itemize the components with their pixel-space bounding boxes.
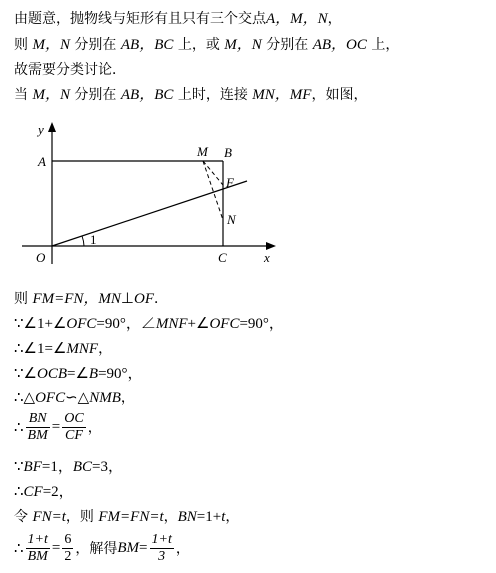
intro-line-1 [14,10,342,28]
proof-math: MNF [66,341,99,357]
proof-line-6 [14,409,102,445]
fraction-denominator: CF [65,427,83,443]
proof-math: OFC [66,316,97,332]
fraction-numerator: 1+t [27,531,48,547]
proof-line-10 [14,530,190,566]
proof-math: =∠ [67,366,89,382]
proof-math: ∴ [14,540,24,557]
label-B: B [224,145,232,160]
label-O: O [36,250,46,265]
proof-math: FN=t [32,509,66,525]
proof-math: CF [23,484,43,500]
proof-math: BF [23,459,42,475]
proof-math: FM=FN，MN [32,291,121,307]
proof-math: =90°， [239,316,284,332]
proof-line-4 [14,365,143,383]
proof-math: BN [177,509,197,525]
proof-math: MNF [155,316,188,332]
intro-text: 当 [14,87,28,103]
proof-line-3 [14,340,112,358]
fraction-denominator: 2 [64,548,72,564]
proof-math: B [88,366,99,382]
proof-text: ，解得 [75,541,118,557]
proof-math: BM [117,539,140,556]
proof-math: OFC [35,390,66,406]
fraction-denominator: 3 [158,548,166,564]
intro-math: M，N [32,87,70,103]
intro-line-2 [14,36,399,54]
label-N: N [227,212,236,227]
fraction-numerator: 6 [64,531,72,547]
proof-math: =90°， [98,366,143,382]
intro-math: A，M，N [266,11,328,27]
label-F: F [226,175,234,190]
label-y: y [38,122,44,137]
fraction-6-2 [62,532,73,565]
intro-math: AB，BC [120,87,174,103]
fraction-1t-bm [26,532,50,565]
proof-math: ∵ [14,459,24,475]
intro-text: ， [327,11,342,27]
fraction-denominator: BM [27,548,48,564]
intro-text: ，如图， [311,87,368,103]
proof-math: ∴△ [14,390,36,406]
fraction-numerator: BN [26,411,50,428]
proof-math: = [51,539,61,556]
proof-math: = [51,418,61,435]
intro-text: 故需要分类讨论． [14,62,126,78]
fraction-numerator: OC [64,410,84,426]
fraction-bn-bm [26,411,50,444]
proof-math: OF [133,291,154,307]
proof-math: FM=FN=t [98,509,164,525]
label-M: M [197,144,208,159]
intro-line-3 [14,61,126,79]
proof-text: ， [87,420,102,436]
proof-math: =1+ [196,509,222,525]
proof-math: =90°，∠ [96,316,156,332]
line-OF [52,181,247,246]
proof-line-7 [14,458,123,476]
proof-text: 令 [14,509,28,525]
proof-math: OCB [37,366,67,382]
proof-math: ∴ [14,484,24,500]
proof-text: ， [175,541,190,557]
intro-text: 由题意，抛物线与矩形有且只有三个交点 [14,11,266,27]
fraction-denominator: BM [27,427,48,443]
proof-math: =2， [42,484,74,500]
proof-line-9 [14,508,239,526]
proof-math: ∴ [14,419,24,436]
proof-math: ⊥ [120,291,134,307]
y-axis-arrow [48,122,56,132]
fraction-numerator: 1+t [151,531,172,547]
intro-math: M，N [32,37,70,53]
proof-text: ， [163,509,178,525]
intro-text: 则 [14,37,28,53]
intro-text: 分别在 [74,37,117,53]
proof-math: ∵∠ [14,366,37,382]
intro-math: AB，BC [120,37,174,53]
label-x: x [264,250,270,265]
intro-math: M，N [224,37,262,53]
dashed-MF [203,161,223,185]
fraction-oc-cf [62,411,85,444]
proof-line-2 [14,315,284,333]
intro-text: 上， [371,37,400,53]
intro-text: 分别在 [74,87,117,103]
fraction-1t-3 [150,532,174,565]
label-C: C [218,250,227,265]
intro-text: 分别在 [266,37,309,53]
proof-math: ∵∠1+∠ [14,316,67,332]
proof-text: ， [225,509,240,525]
proof-text: ． [153,291,168,307]
intro-math: AB，OC [312,37,367,53]
intro-math: MN，MF [252,87,312,103]
proof-text: ， [120,390,135,406]
proof-math: =3， [92,459,123,475]
proof-text: ，则 [65,509,94,525]
intro-text: 上时，连接 [177,87,248,103]
proof-math: = [139,539,148,556]
proof-math: ∽△ [65,390,90,406]
proof-line-5 [14,389,135,407]
proof-text: 则 [14,291,28,307]
intro-text: 上，或 [177,37,220,53]
proof-math: t [221,509,226,525]
geometry-figure [0,112,300,272]
label-A: A [38,154,46,169]
proof-math: =1， [41,459,73,475]
proof-line-1 [14,290,168,308]
proof-math: NMB [89,390,121,406]
proof-line-8 [14,483,74,501]
proof-math: ∴∠1=∠ [14,341,67,357]
intro-line-4 [14,86,367,104]
angle-1-arc [82,236,84,246]
proof-math: OFC [209,316,240,332]
proof-math: BC [72,459,93,475]
label-angle-1: 1 [90,232,97,247]
proof-math: +∠ [187,316,210,332]
proof-text: ， [98,341,113,357]
x-axis-arrow [266,242,276,250]
